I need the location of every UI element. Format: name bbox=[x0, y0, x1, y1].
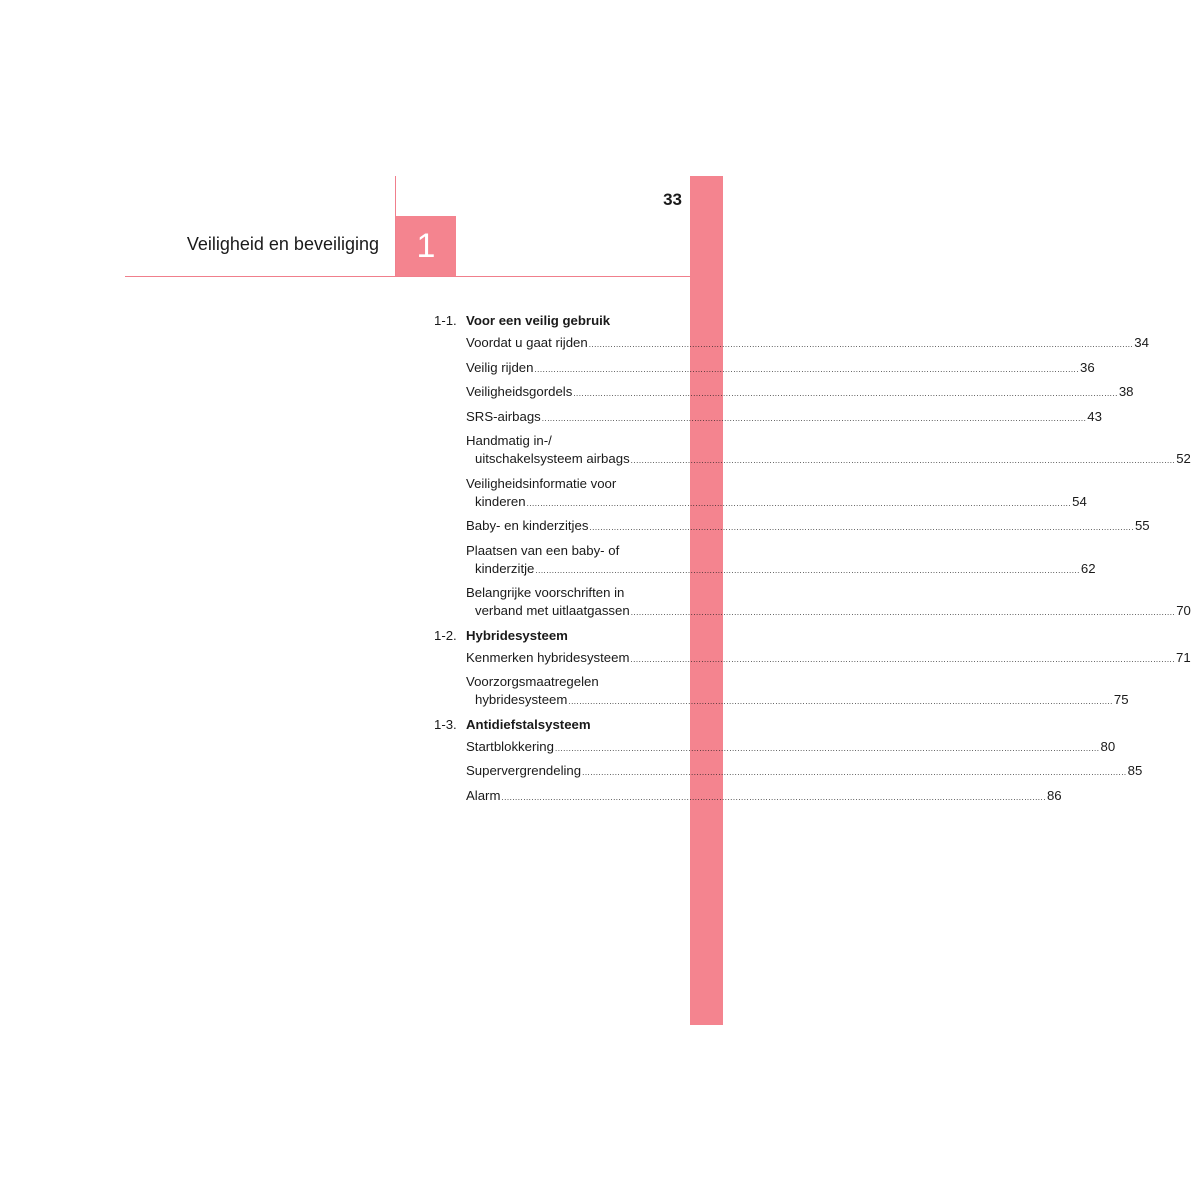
toc-entry-page: 62 bbox=[1080, 560, 1096, 576]
dot-leader: ........................................................................................................................................................................................................ bbox=[534, 364, 1079, 374]
toc-entry-title: SRS-airbags bbox=[466, 408, 541, 424]
toc-entry[interactable] bbox=[434, 738, 1116, 758]
toc-entry-page: 55 bbox=[1134, 518, 1150, 533]
toc-entry-title-line1: Voorzorgsmaatregelen bbox=[466, 674, 599, 689]
dot-leader: ........................................................................................................................................................................................................ bbox=[630, 608, 1176, 617]
toc-entry[interactable] bbox=[434, 787, 1062, 807]
toc-entry[interactable] bbox=[434, 383, 1134, 403]
section-title: Antidiefstalsysteem bbox=[466, 716, 591, 732]
toc-entry-page: 80 bbox=[1100, 738, 1116, 754]
dot-leader: ........................................................................................................................................................................................................ bbox=[568, 697, 1113, 706]
table-of-contents bbox=[434, 312, 1191, 811]
toc-entry[interactable] bbox=[434, 584, 1191, 622]
dot-leader: ........................................................................................................................................................................................................ bbox=[535, 565, 1080, 575]
toc-entry[interactable] bbox=[434, 475, 1087, 513]
toc-section-heading[interactable] bbox=[434, 312, 653, 330]
toc-entry-page: 54 bbox=[1072, 493, 1087, 509]
toc-entry[interactable] bbox=[434, 359, 1095, 379]
toc-entry[interactable] bbox=[434, 673, 1129, 711]
toc-entry-title: Veiligheidsgordels bbox=[466, 384, 573, 399]
toc-entry[interactable] bbox=[434, 432, 1191, 470]
toc-entry[interactable] bbox=[434, 408, 1102, 428]
toc-entry[interactable] bbox=[434, 517, 1150, 537]
toc-entry-page: 43 bbox=[1087, 408, 1102, 424]
toc-entry[interactable] bbox=[434, 334, 1149, 354]
dot-leader: ........................................................................................................................................................................................................ bbox=[501, 792, 1046, 802]
section-number: 1-3. bbox=[434, 716, 457, 732]
header-horizontal-rule bbox=[125, 276, 691, 277]
toc-entry-page: 38 bbox=[1118, 384, 1134, 399]
dot-leader: ........................................................................................................................................................................................................ bbox=[589, 523, 1134, 532]
dot-leader: ........................................................................................................................................................................................................ bbox=[526, 498, 1072, 508]
section-title: Voor een veilig gebruik bbox=[466, 313, 611, 328]
toc-entry-title: verband met uitlaatgassen bbox=[475, 603, 630, 618]
toc-entry-title: Veilig rijden bbox=[466, 359, 534, 375]
toc-entry-title: Supervergrendeling bbox=[466, 763, 582, 778]
toc-entry-page: 52 bbox=[1176, 451, 1191, 466]
section-number: 1-1. bbox=[434, 313, 457, 328]
toc-entry[interactable] bbox=[434, 542, 1096, 580]
dot-leader: ........................................................................................................................................................................................................ bbox=[588, 340, 1134, 349]
toc-entry-page: 70 bbox=[1176, 603, 1191, 618]
toc-entry[interactable] bbox=[434, 762, 1143, 782]
toc-entry-title: kinderzitje bbox=[475, 560, 535, 576]
toc-entry-title: Kenmerken hybridesysteem bbox=[466, 649, 630, 665]
page-number: 33 bbox=[663, 190, 682, 209]
toc-entry-page: 36 bbox=[1079, 359, 1095, 375]
toc-entry-title: hybridesysteem bbox=[475, 692, 568, 707]
toc-entry-title: Alarm bbox=[466, 787, 501, 803]
dot-leader: ........................................................................................................................................................................................................ bbox=[630, 654, 1175, 664]
section-title: Hybridesysteem bbox=[466, 627, 568, 643]
toc-entry-title-line1: Veiligheidsinformatie voor bbox=[466, 475, 617, 491]
toc-section-heading[interactable] bbox=[434, 627, 653, 645]
toc-entry-title: Baby- en kinderzitjes bbox=[466, 518, 589, 533]
section-number: 1-2. bbox=[434, 627, 457, 643]
toc-entry-title-line1: Handmatig in-/ bbox=[466, 433, 552, 448]
toc-entry-title-line1: Belangrijke voorschriften in bbox=[466, 585, 625, 600]
dot-leader: ........................................................................................................................................................................................................ bbox=[554, 743, 1100, 753]
dot-leader: ........................................................................................................................................................................................................ bbox=[630, 456, 1176, 465]
toc-entry-title: Voordat u gaat rijden bbox=[466, 335, 588, 350]
toc-entry-title: Startblokkering bbox=[466, 738, 554, 754]
toc-entry-page: 85 bbox=[1127, 763, 1143, 778]
toc-entry-page: 75 bbox=[1113, 692, 1129, 707]
dot-leader: ........................................................................................................................................................................................................ bbox=[582, 768, 1127, 777]
toc-entry-title: uitschakelsysteem airbags bbox=[475, 451, 630, 466]
dot-leader: ........................................................................................................................................................................................................ bbox=[573, 389, 1118, 398]
dot-leader: ........................................................................................................................................................................................................ bbox=[541, 413, 1087, 423]
chapter-number-box: 1 bbox=[396, 216, 456, 276]
toc-entry-title: kinderen bbox=[475, 493, 526, 509]
toc-entry-title-line1: Plaatsen van een baby- of bbox=[466, 542, 620, 558]
toc-section-heading[interactable] bbox=[434, 716, 653, 734]
toc-entry[interactable] bbox=[434, 649, 1191, 669]
toc-entry-page: 86 bbox=[1046, 787, 1062, 803]
toc-entry-page: 34 bbox=[1134, 335, 1149, 350]
toc-entry-page: 71 bbox=[1175, 649, 1191, 665]
chapter-title: Veiligheid en beveiliging bbox=[186, 234, 379, 254]
chapter-side-tab bbox=[690, 176, 723, 1025]
